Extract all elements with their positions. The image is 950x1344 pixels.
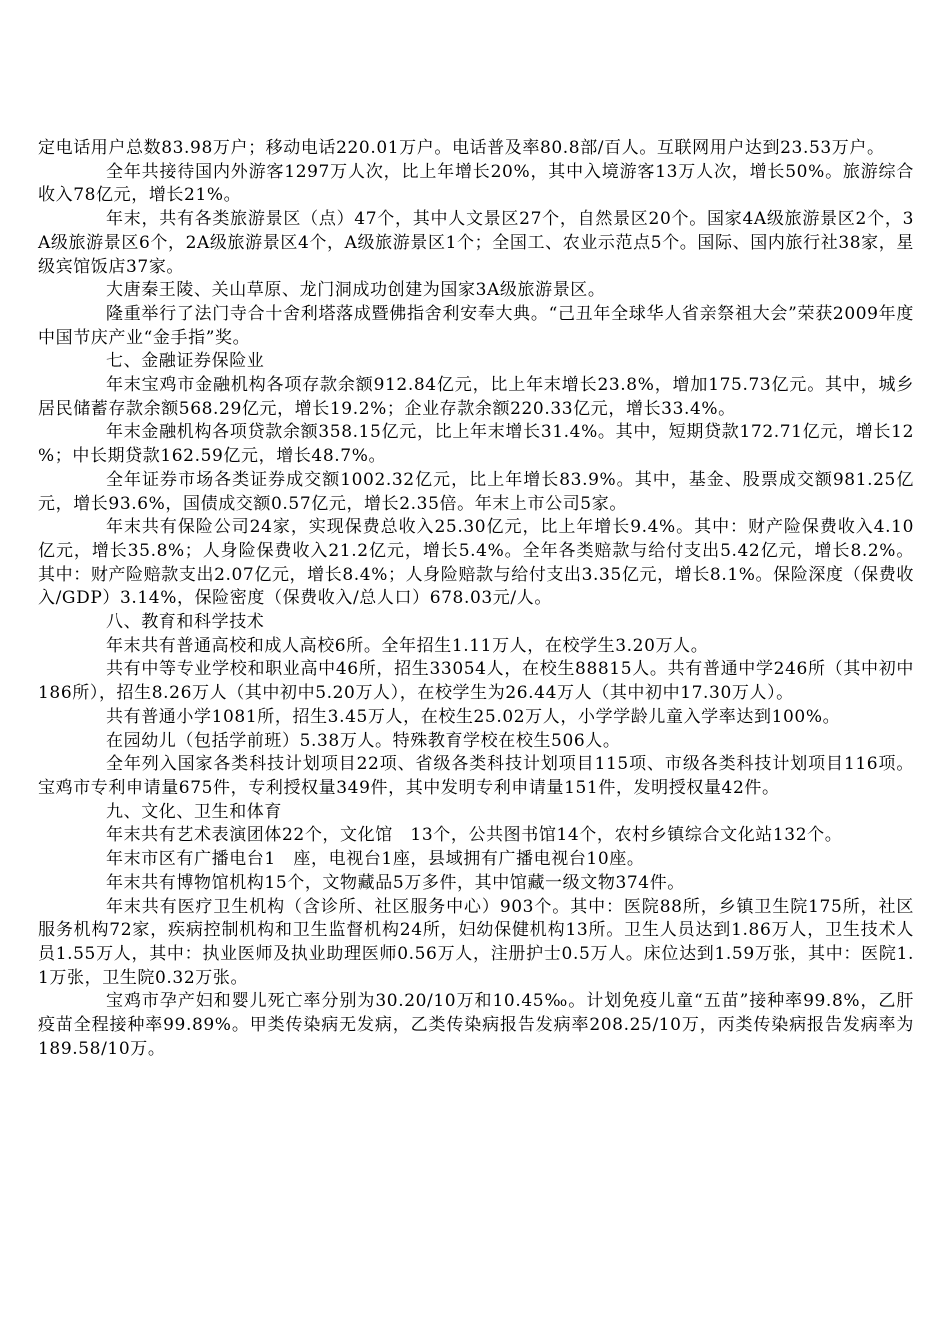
deposits-paragraph: 年末宝鸡市金融机构各项存款余额912.84亿元，比上年末增长23.8%，增加175.73亿元。其中，城乡居民储蓄存款余额568.29亿元，增长19.2%；企业存款余额220.33亿元，增长33.4%。: [38, 375, 914, 419]
tourism-scenic-areas-paragraph: 年末，共有各类旅游景区（点）47个，其中人文景区27个，自然景区20个。国家4A级旅游景区2个，3A级旅游景区6个，2A级旅游景区4个，A级旅游景区1个；全国工、农业示范点5个。国际、国内旅行社38家，星级宾馆饭店37家。: [38, 209, 914, 277]
famen-temple-paragraph: 隆重举行了法门寺合十舍利塔落成暨佛指舍利安奉大典。“己丑年全球华人省亲祭祖大会”荣获2009年度中国节庆产业“金手指”奖。: [38, 303, 914, 348]
primary-education-paragraph: 共有普通小学1081所，招生3.45万人，在校生25.02万人，小学学龄儿童入学率达到100%。: [106, 706, 841, 727]
loans-paragraph: 年末金融机构各项贷款余额358.15亿元，比上年末增长31.4%。其中，短期贷款172.71亿元，增长12%；中长期贷款162.59亿元，增长48.7%。: [38, 422, 914, 467]
tourism-visitors-paragraph: 全年共接待国内外游客1297万人次，比上年增长20%，其中入境游客13万人次，增长50%。旅游综合收入78亿元，增长21%。: [38, 161, 914, 206]
document-page: [38, 137, 914, 1061]
higher-education-paragraph: 年末共有普通高校和成人高校6所。全年招生1.11万人，在校学生3.20万人。: [106, 635, 709, 656]
section-heading-education: 八、教育和科学技术: [106, 612, 265, 633]
science-technology-paragraph: 全年列入国家各类科技计划项目22项、省级各类科技计划项目115项、市级各类科技计划项目116项。宝鸡市专利申请量675件，专利授权量349件，其中发明专利申请量151件，发明授权量42件。: [38, 754, 914, 798]
secondary-education-paragraph: 共有中等专业学校和职业高中46所，招生33054人，在校生88815人。共有普通中学246所（其中初中186所），招生8.26万人（其中初中5.20万人），在校学生为26.44万人（其中初中17.30万人）。: [38, 659, 914, 704]
insurance-paragraph: 年末共有保险公司24家，实现保费总收入25.30亿元，比上年增长9.4%。其中：财产险保费收入4.10亿元，增长35.8%；人身险保费收入21.2亿元，增长5.4%。全年各类赔款与给付支出5.42亿元，增长8.2%。其中：财产险赔款支出2.07亿元，增长8.4%；人身险赔款与给付支出3.35亿元，增长8.1%。保险深度（保费收入/GDP）3.14%，保险密度（保费收入/总人口）678.03元/人。: [38, 517, 914, 609]
maternal-infant-health-paragraph: 宝鸡市孕产妇和婴儿死亡率分别为30.20/10万和10.45‰。计划免疫儿童“五苗”接种率99.8%，乙肝疫苗全程接种率99.89%。甲类传染病无发病，乙类传染病报告发病率208.25/10万，丙类传染病报告发病率为189.58/10万。: [38, 991, 914, 1059]
securities-paragraph: 全年证券市场各类证券成交额1002.32亿元，比上年增长83.9%。其中，基金、股票成交额981.25亿元，增长93.6%，国债成交额0.57亿元，增长2.35倍。年末上市公司5家。: [38, 469, 914, 514]
broadcasting-paragraph: 年末市区有广播电台1 座，电视台1座，县域拥有广播电视台10座。: [106, 849, 645, 870]
arts-culture-paragraph: 年末共有艺术表演团体22个，文化馆 13个，公共图书馆14个，农村乡镇综合文化站132个。: [106, 825, 843, 846]
section-heading-finance: 七、金融证券保险业: [106, 351, 265, 372]
kindergarten-paragraph: 在园幼儿（包括学前班）5.38万人。特殊教育学校在校生506人。: [106, 730, 621, 751]
tourism-3a-paragraph: 大唐秦王陵、关山草原、龙门洞成功创建为国家3A级旅游景区。: [106, 280, 606, 301]
section-heading-culture-health: 九、文化、卫生和体育: [106, 801, 282, 822]
museums-paragraph: 年末共有博物馆机构15个，文物藏品5万多件，其中馆藏一级文物374件。: [106, 872, 685, 893]
telecom-paragraph: 定电话用户总数83.98万户；移动电话220.01万户。电话普及率80.8部/百人。互联网用户达到23.53万户。: [38, 138, 885, 158]
medical-institutions-paragraph: 年末共有医疗卫生机构（含诊所、社区服务中心）903个。其中：医院88所，乡镇卫生院175所，社区服务机构72家，疾病控制机构和卫生监督机构24所，妇幼保健机构13所。卫生人员达到1.86万人，卫生技术人员1.55万人，其中：执业医师及执业助理医师0.56万人，注册护士0.5万人。床位达到1.59万张，其中：医院1.1万张，卫生院0.32万张。: [38, 896, 914, 988]
